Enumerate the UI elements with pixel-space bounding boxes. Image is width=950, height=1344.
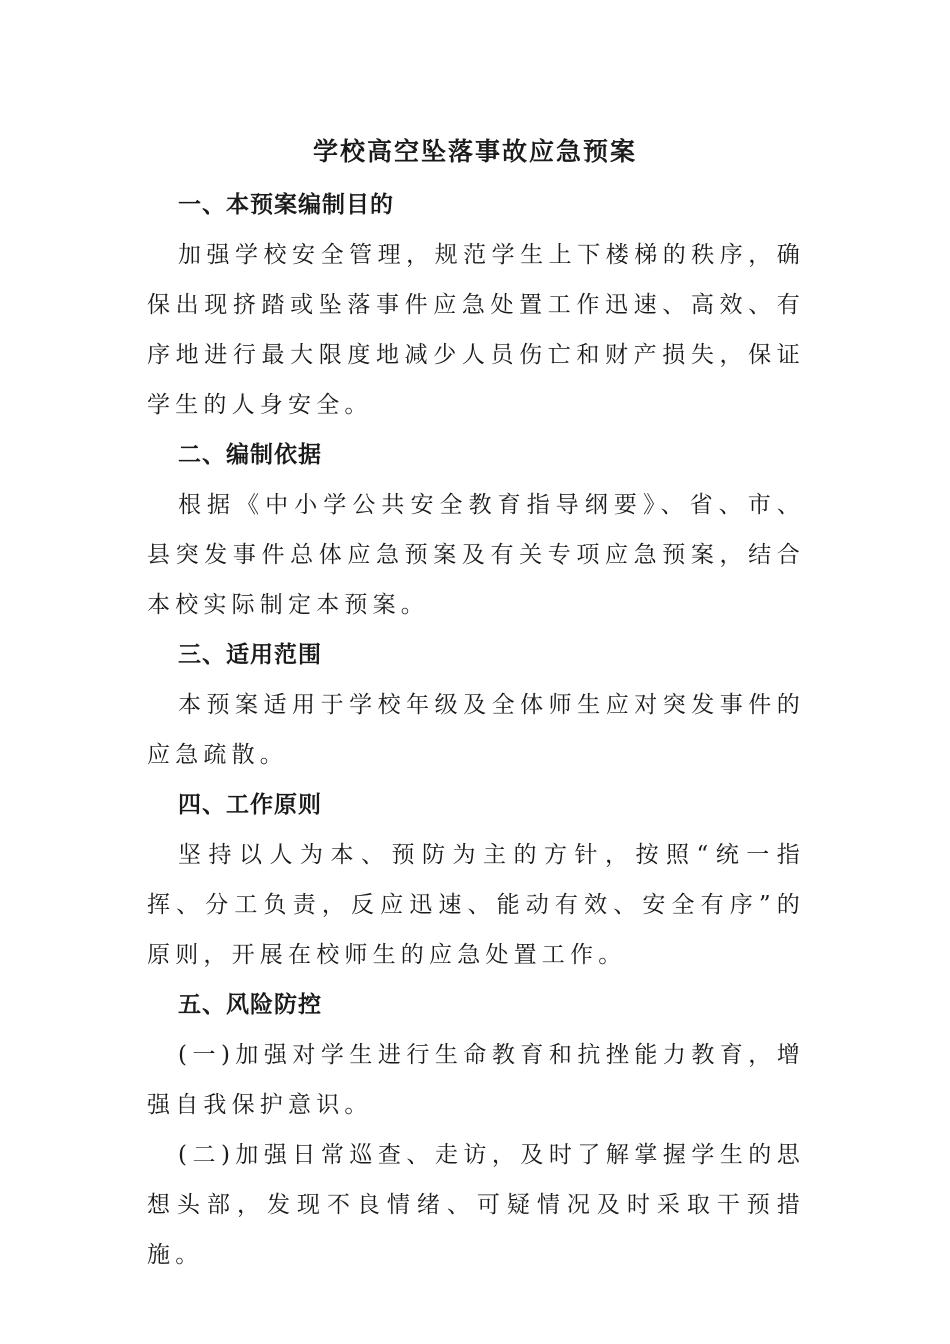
- section-heading: 五、风险防控: [178, 991, 322, 1018]
- document-body: [147, 180, 805, 1280]
- section-principles: [147, 780, 805, 980]
- section-paragraph: 本预案适用于学校年级及全体师生应对突发事件的应急疏散。: [147, 692, 805, 768]
- section-paragraph: 坚持以人为本、预防为主的方针，按照“统一指挥、分工负责，反应迅速、能动有效、安全有序”的原则，开展在校师生的应急处置工作。: [147, 842, 805, 968]
- section-heading: 一、本预案编制目的: [178, 191, 394, 218]
- section-paragraph: 加强学校安全管理，规范学生上下楼梯的秩序，确保出现挤踏或坠落事件应急处置工作迅速、高效、有序地进行最大限度地减少人员伤亡和财产损失，保证学生的人身安全。: [147, 242, 805, 418]
- section-purpose: [147, 180, 805, 430]
- section-scope: [147, 630, 805, 780]
- section-heading: 四、工作原则: [178, 791, 322, 818]
- section-risk-control: [147, 980, 805, 1280]
- section-basis: [147, 430, 805, 630]
- section-heading: 二、编制依据: [178, 441, 322, 468]
- section-paragraph: (一)加强对学生进行生命教育和抗挫能力教育，增强自我保护意识。: [147, 1042, 805, 1118]
- document-title: 学校高空坠落事故应急预案: [312, 137, 637, 166]
- section-paragraph: (二)加强日常巡查、走访，及时了解掌握学生的思想头部，发现不良情绪、可疑情况及时采取干预措施。: [147, 1142, 805, 1268]
- section-paragraph: 根据《中小学公共安全教育指导纲要》、省、市、县突发事件总体应急预案及有关专项应急预案，结合本校实际制定本预案。: [147, 492, 805, 618]
- section-heading: 三、适用范围: [178, 641, 322, 668]
